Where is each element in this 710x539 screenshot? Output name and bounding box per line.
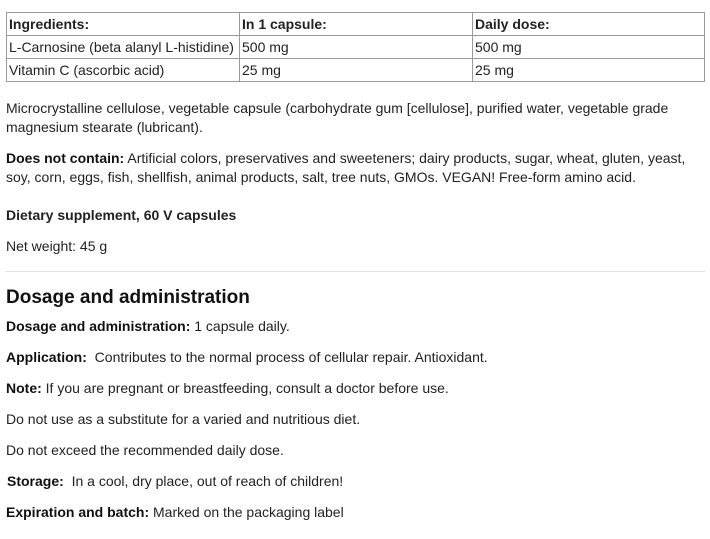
ingredients-table xyxy=(6,12,705,82)
ingredient-name: Vitamin C (ascorbic acid) xyxy=(7,59,240,82)
expiration-text: Marked on the packaging label xyxy=(153,504,344,520)
application-label: Application: xyxy=(6,349,87,365)
note-paragraph xyxy=(6,379,705,398)
section-title: Dosage and administration xyxy=(6,287,250,308)
dosage-label: Dosage and administration: xyxy=(6,318,191,334)
storage-text: In a cool, dry place, out of reach of children! xyxy=(71,473,344,489)
daily-dose-amount: 25 mg xyxy=(473,59,705,82)
header-ingredients: Ingredients: xyxy=(7,13,240,36)
storage-label: Storage: xyxy=(7,473,64,489)
free-from-label: Does not contain: xyxy=(6,150,125,166)
dosage-paragraph xyxy=(6,317,705,336)
excipients-text: Microcrystalline cellulose, vegetable capsule (carbohydrate gum [cellulose], purified water, vegetable grade magnesium stearate (lubricant). xyxy=(6,100,669,135)
product-info xyxy=(6,12,705,522)
expiration-paragraph xyxy=(6,503,705,522)
table-row xyxy=(7,36,705,59)
net-weight: Net weight: 45 g xyxy=(6,238,108,254)
supplement-type: Dietary supplement, 60 V capsules xyxy=(6,207,237,223)
note-label: Note: xyxy=(6,380,42,396)
storage-paragraph xyxy=(6,472,705,491)
free-from-text: Artificial colors, preservatives and sweeteners; dairy products, sugar, wheat, gluten, yeast, soy, corn, eggs, fish, shellfish, animal products, salt, tree nuts, GMOs. VEGAN! Free-form amino acid. xyxy=(6,150,686,185)
application-paragraph xyxy=(6,348,705,367)
table-row xyxy=(7,59,705,82)
per-capsule-amount: 500 mg xyxy=(240,36,473,59)
dosage-text: 1 capsule daily. xyxy=(194,318,290,334)
table-header-row xyxy=(7,13,705,36)
application-text: Contributes to the normal process of cellular repair. Antioxidant. xyxy=(94,349,488,365)
header-daily-dose: Daily dose: xyxy=(473,13,705,36)
ingredient-name: L-Carnosine (beta alanyl L-histidine) xyxy=(7,36,240,59)
warning-exceed: Do not exceed the recommended daily dose. xyxy=(6,442,284,458)
warning-substitute: Do not use as a substitute for a varied and nutritious diet. xyxy=(6,411,361,427)
note-text: If you are pregnant or breastfeeding, consult a doctor before use. xyxy=(45,380,449,396)
per-capsule-amount: 25 mg xyxy=(240,59,473,82)
free-from-paragraph xyxy=(6,149,705,187)
expiration-label: Expiration and batch: xyxy=(6,504,150,520)
daily-dose-amount: 500 mg xyxy=(473,36,705,59)
section-divider xyxy=(6,271,705,272)
header-per-capsule: In 1 capsule: xyxy=(240,13,473,36)
